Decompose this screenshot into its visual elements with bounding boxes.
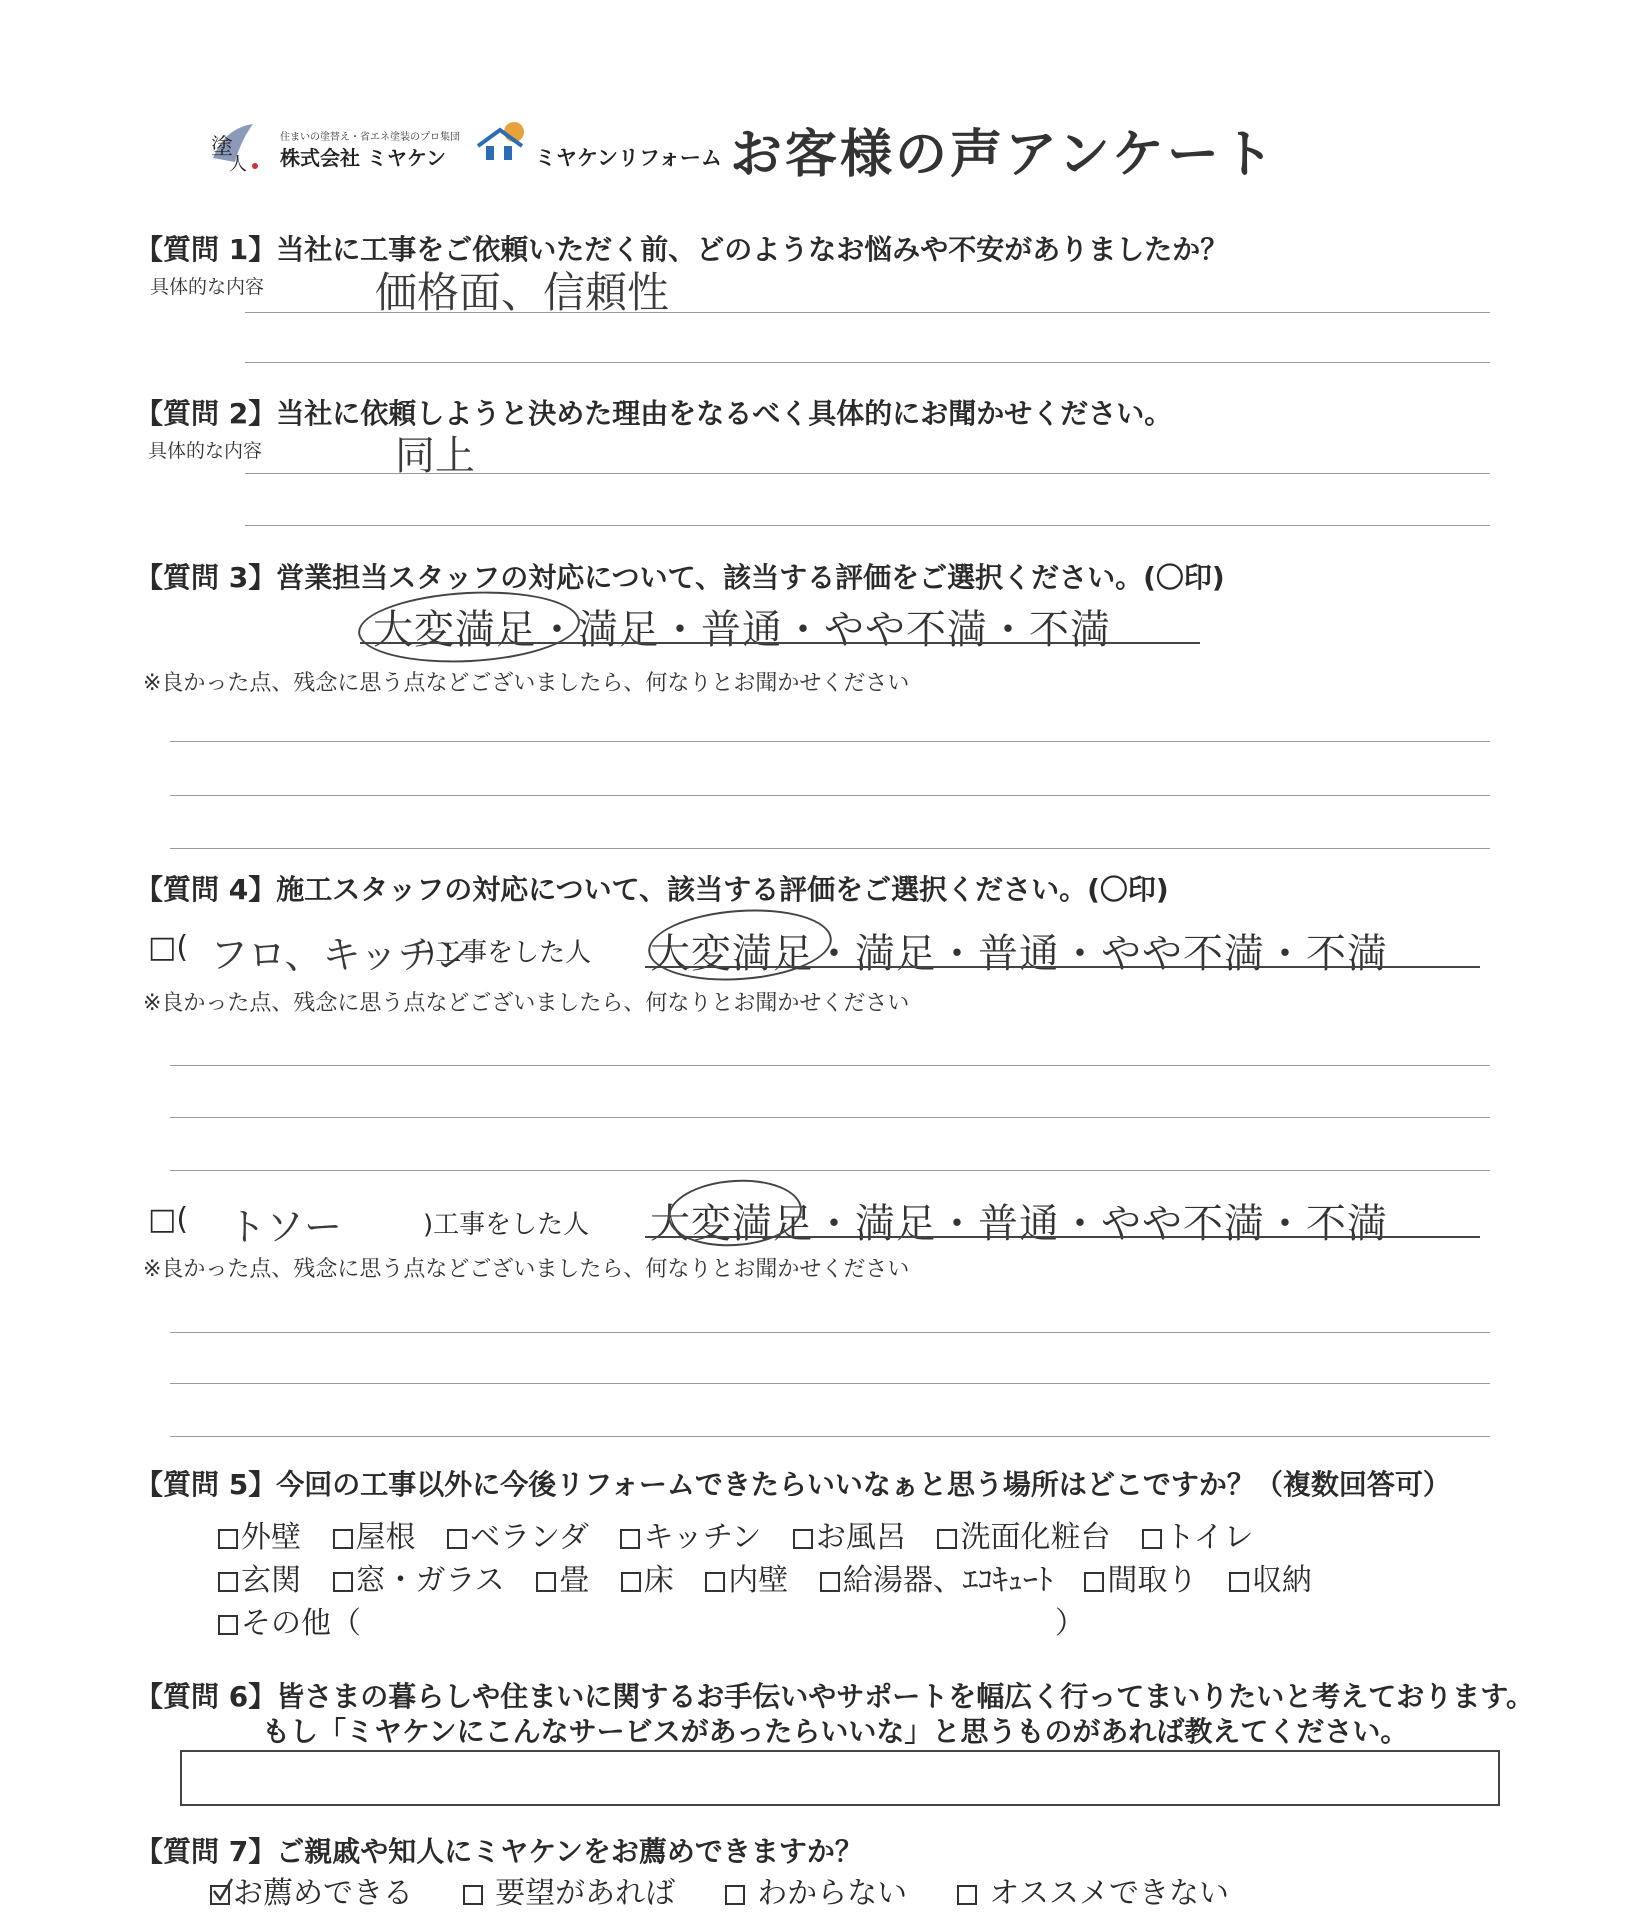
q1-answer[interactable]: 価格面、信頼性 — [375, 268, 670, 317]
q5-option[interactable]: キッチン — [620, 1520, 761, 1555]
q1-question: 【質問 1】当社に工事をご依頼いただく前、どのようなお悩みや不安がありましたか？ — [135, 233, 1229, 266]
q5-option[interactable]: 屋根 — [333, 1520, 416, 1555]
q5-option[interactable]: 玄関 — [218, 1563, 301, 1598]
logo-miyaken — [205, 118, 265, 176]
svg-text:人: 人 — [229, 154, 247, 175]
q6-question-line2: もし「ミヤケンにこんなサービスがあったらいいな」と思うものがあれば教えてください。 — [262, 1715, 1409, 1748]
checkbox[interactable] — [1229, 1572, 1249, 1592]
q4-entry2-rating-scale[interactable]: 大変満足・満足・普通・やや不満・不満 — [650, 1201, 1388, 1247]
q3-note: ※良かった点、残念に思う点などございましたら、何なりとお聞かせください — [143, 671, 910, 696]
checkbox[interactable] — [218, 1572, 238, 1592]
q4-entry1-comment-line — [170, 1170, 1490, 1171]
q4-entry1-comment-line — [170, 1117, 1490, 1118]
checkbox[interactable] — [333, 1529, 353, 1549]
q4-entry2-trade[interactable]: トソー — [228, 1205, 343, 1249]
q2-question: 【質問 2】当社に依頼しようと決めた理由をなるべく具体的にお聞かせください。 — [135, 397, 1173, 430]
checkbox[interactable] — [333, 1572, 353, 1592]
q4-entry1-note: ※良かった点、残念に思う点などございましたら、何なりとお聞かせください — [143, 991, 910, 1016]
q5-option[interactable]: 床 — [621, 1563, 674, 1598]
brush-logo-icon — [205, 118, 265, 176]
q4-entry2-comment-line — [170, 1436, 1490, 1437]
q1-answer-line — [245, 312, 1490, 313]
checkbox-checked[interactable] — [210, 1885, 230, 1905]
q7-option-if-requested[interactable]: 要望があれば — [463, 1876, 676, 1911]
q2-answer[interactable]: 同上 — [395, 433, 475, 479]
checkbox[interactable] — [536, 1572, 556, 1592]
q3-rating-scale[interactable]: 大変満足・満足・普通・やや不満・不満 — [373, 607, 1111, 653]
checkbox[interactable] — [705, 1572, 725, 1592]
q7-option-unsure[interactable]: わからない — [725, 1876, 908, 1911]
q4-entry1-prefix: □( — [148, 930, 189, 965]
checkbox[interactable] — [937, 1529, 957, 1549]
checkbox[interactable] — [793, 1529, 813, 1549]
q3-comment-line — [170, 741, 1490, 742]
svg-text:塗: 塗 — [211, 135, 234, 160]
q4-question: 【質問 4】施工スタッフの対応について、該当する評価をご選択ください。(〇印) — [135, 873, 1169, 906]
checkbox[interactable] — [620, 1529, 640, 1549]
q7-option-not-recommend[interactable]: オススメできない — [957, 1876, 1229, 1911]
checkbox[interactable] — [820, 1572, 840, 1592]
q2-label: 具体的な内容 — [148, 440, 263, 462]
check-mark-icon — [210, 1877, 236, 1903]
q4-entry1-rating-scale[interactable]: 大変満足・満足・普通・やや不満・不満 — [650, 931, 1388, 977]
q2-answer-line — [245, 525, 1490, 526]
q5-option[interactable]: トイレ — [1142, 1520, 1254, 1555]
checkbox[interactable] — [621, 1572, 641, 1592]
q6-question-line1: 【質問 6】皆さまの暮らしや住まいに関するお手伝いやサポートを幅広く行ってまいりたいと考えております。 — [135, 1680, 1534, 1713]
q5-other[interactable] — [218, 1598, 361, 1642]
q5-question: 【質問 5】今回の工事以外に今後リフォームできたらいいなぁと思う場所はどこですか？（複数回答可） — [135, 1468, 1451, 1501]
q4-entry2-prefix: □( — [148, 1202, 189, 1237]
q4-entry2-comment-line — [170, 1332, 1490, 1333]
logo1-tagline: 住まいの塗替え・省エネ塗装のプロ集団 — [280, 132, 460, 143]
q2-answer-line — [245, 473, 1490, 474]
checkbox[interactable] — [463, 1885, 483, 1905]
q5-other-label: その他（ — [241, 1606, 361, 1641]
q1-answer-line — [245, 362, 1490, 363]
q5-row1 — [218, 1512, 1254, 1556]
q3-comment-line — [170, 795, 1490, 796]
q4-entry2-suffix: )工事をした人 — [423, 1210, 590, 1240]
q5-option[interactable]: ベランダ — [447, 1520, 589, 1555]
q4-entry2-comment-line — [170, 1383, 1490, 1384]
q7-options — [210, 1868, 1229, 1912]
checkbox[interactable] — [1084, 1572, 1104, 1592]
checkbox[interactable] — [218, 1615, 238, 1635]
logo1-company: 株式会社 ミヤケン — [280, 146, 446, 170]
q3-question: 【質問 3】営業担当スタッフの対応について、該当する評価をご選択ください。(〇印) — [135, 561, 1225, 594]
checkbox[interactable] — [725, 1885, 745, 1905]
q4-entry2-note: ※良かった点、残念に思う点などございましたら、何なりとお聞かせください — [143, 1257, 910, 1282]
page-title: お客様の声アンケート — [730, 125, 1277, 185]
q4-entry1-trade[interactable]: フロ、キッチン — [210, 933, 472, 977]
checkbox[interactable] — [218, 1529, 238, 1549]
logo2-name: ミヤケンリフォーム — [535, 146, 722, 170]
q5-option[interactable]: 外壁 — [218, 1520, 301, 1555]
q4-entry1-suffix: )工事をした人 — [425, 938, 592, 968]
reform-logo-icon — [470, 120, 530, 166]
q5-option[interactable]: 畳 — [536, 1563, 589, 1598]
q5-option[interactable]: 給湯器、ｴｺｷｭｰﾄ — [820, 1563, 1053, 1598]
checkbox[interactable] — [1142, 1529, 1162, 1549]
q5-option[interactable]: 窓・ガラス — [333, 1563, 505, 1598]
q5-option[interactable]: 間取り — [1084, 1563, 1197, 1598]
q4-entry1-comment-line — [170, 1065, 1490, 1066]
q7-question: 【質問 7】ご親戚や知人にミヤケンをお薦めできますか？ — [135, 1835, 863, 1868]
checkbox[interactable] — [447, 1529, 467, 1549]
q5-option[interactable]: 洗面化粧台 — [937, 1520, 1110, 1555]
q5-option[interactable]: 内壁 — [705, 1563, 788, 1598]
q7-option-recommend[interactable]: お薦めできる — [210, 1876, 413, 1911]
q5-other-close: ） — [1055, 1606, 1085, 1641]
q1-label: 具体的な内容 — [150, 276, 265, 298]
checkbox[interactable] — [957, 1885, 977, 1905]
q3-comment-line — [170, 848, 1490, 849]
q5-option[interactable]: お風呂 — [793, 1520, 906, 1555]
q5-option[interactable]: 収納 — [1229, 1563, 1312, 1598]
q5-row2 — [218, 1555, 1312, 1599]
q6-answer-box[interactable] — [180, 1750, 1500, 1806]
